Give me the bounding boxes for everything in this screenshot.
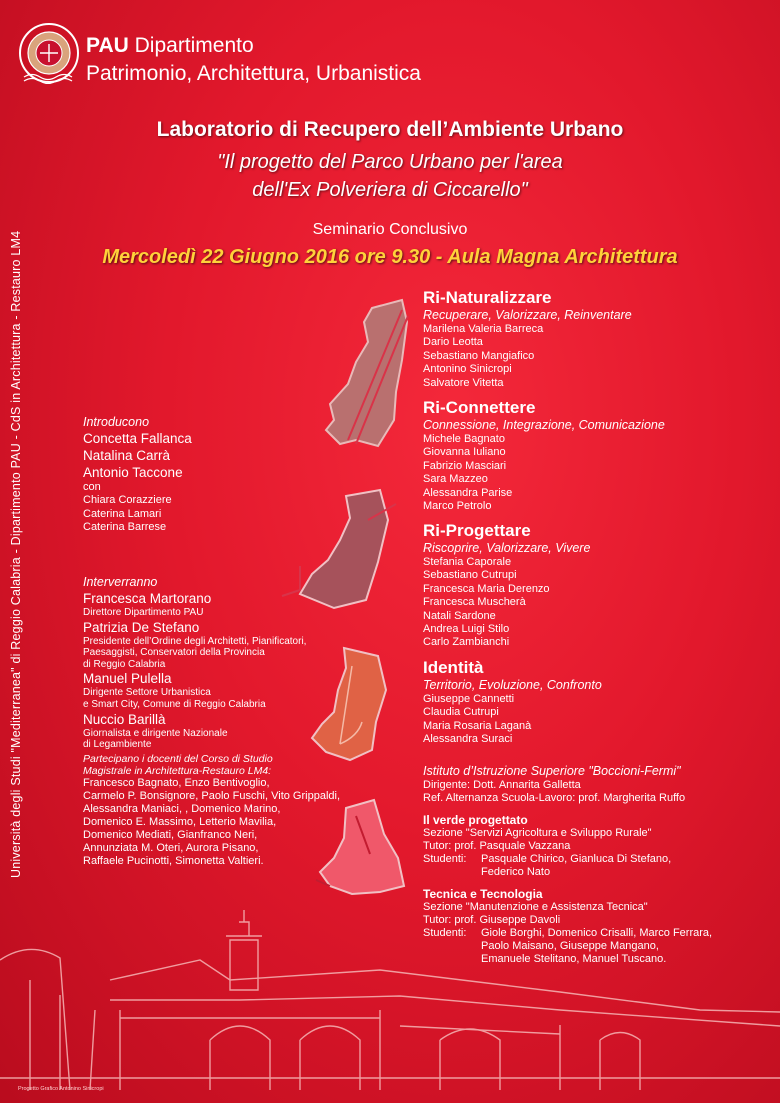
group-member: Alessandra Suraci bbox=[423, 733, 513, 746]
tecnica-students bbox=[423, 927, 712, 966]
group-member: Stefania Caporale bbox=[423, 556, 512, 568]
group-ri-naturalizzare bbox=[423, 288, 632, 390]
students-line: Federico Nato bbox=[481, 866, 551, 878]
students-label: Studenti: bbox=[423, 927, 467, 939]
intro-name: Concetta Fallanca bbox=[83, 431, 192, 446]
teachers-line: Francesco Bagnato, Enzo Bentivoglio, bbox=[83, 777, 270, 789]
group-ri-progettare bbox=[423, 521, 590, 650]
department-name: PAU Dipartimento bbox=[86, 34, 254, 57]
speaker-name: Francesca Martorano bbox=[83, 591, 212, 606]
verde-section: Sezione "Servizi Agricoltura e Sviluppo Rurale" bbox=[423, 827, 652, 839]
group-member: Andrea Luigi Stilo bbox=[423, 623, 510, 636]
teachers-line: Domenico E. Massimo, Letterio Mavilia, bbox=[83, 816, 277, 828]
group-title: Identità bbox=[423, 658, 484, 677]
introduce-block bbox=[83, 415, 192, 535]
lab-title: Laboratorio di Recupero dell’Ambiente Urbano bbox=[156, 118, 624, 141]
speaker-role: di Legambiente bbox=[83, 739, 152, 751]
with-name: Caterina Barrese bbox=[83, 521, 167, 534]
group-subtitle: Recuperare, Valorizzare, Reinventare bbox=[423, 308, 632, 322]
speaker-role: di Reggio Calabria bbox=[83, 658, 166, 670]
project-title: "Il progetto del Parco Urbano per l'area dell'Ex Polveriera di Ciccarello" bbox=[217, 151, 563, 201]
group-title: Ri-Naturalizzare bbox=[423, 288, 552, 307]
group-member: Francesca Maria Derenzo bbox=[423, 582, 550, 595]
group-member: Dario Leotta bbox=[423, 336, 483, 349]
verde-students bbox=[423, 853, 712, 879]
group-member: Salvatore Vitetta bbox=[423, 376, 504, 389]
verde-title: Il verde progettato bbox=[423, 813, 528, 827]
department-subtitle: Patrimonio, Architettura, Urbanistica bbox=[86, 62, 421, 85]
school-name: Istituto d’Istruzione Superiore "Boccioni-Fermi" bbox=[423, 764, 681, 778]
group-member: Fabrizio Masciari bbox=[423, 459, 507, 472]
students-line: Pasquale Chirico, Gianluca Di Stefano, bbox=[481, 853, 672, 865]
introduce-label: Introducono bbox=[83, 415, 150, 429]
with-name: Chiara Corazziere bbox=[83, 494, 172, 507]
intro-name: Antonio Taccone bbox=[83, 465, 183, 480]
group-member: Sebastiano Mangiafico bbox=[423, 349, 535, 362]
group-member: Marco Petrolo bbox=[423, 500, 492, 513]
school-director: Dirigente: Dott. Annarita Galletta bbox=[423, 779, 581, 791]
speaker-role: Dirigente Settore Urbanistica bbox=[83, 687, 211, 699]
speaker-role: Direttore Dipartimento PAU bbox=[83, 607, 204, 618]
interventions-label: Interverranno bbox=[83, 575, 158, 589]
event-date: Mercoledì 22 Giugno 2016 ore 9.30 - Aula Magna Architettura bbox=[102, 246, 678, 268]
speaker-role: Giornalista e dirigente Nazionale bbox=[83, 727, 228, 739]
tecnica-tutor: Tutor: prof. Giuseppe Davoli bbox=[423, 914, 561, 926]
speaker-role: e Smart City, Comune di Reggio Calabria bbox=[83, 698, 266, 710]
speaker-role: Presidente dell’Ordine degli Architetti, Pianificatori, bbox=[83, 635, 307, 647]
group-ri-connettere bbox=[423, 398, 665, 513]
intro-name: Natalina Carrà bbox=[83, 448, 171, 463]
teachers-label: Magistrale in Architettura-Restauro LM4: bbox=[83, 765, 272, 777]
group-title: Ri-Connettere bbox=[423, 398, 536, 417]
teachers-line: Alessandra Maniaci, , Domenico Marino, bbox=[83, 803, 281, 815]
seminar-label: Seminario Conclusivo bbox=[312, 221, 468, 238]
group-member: Natali Sardone bbox=[423, 609, 496, 622]
speaker-name: Nuccio Barillà bbox=[83, 711, 166, 727]
group-identita bbox=[423, 658, 602, 747]
group-member: Sara Mazzeo bbox=[423, 473, 488, 486]
students-line: Paolo Maisano, Giuseppe Mangano, bbox=[481, 940, 659, 952]
tecnica-section: Sezione "Manutenzione e Assistenza Tecnica" bbox=[423, 901, 648, 913]
group-member: Sebastiano Cutrupi bbox=[423, 569, 517, 582]
group-member: Francesca Muscherà bbox=[423, 596, 526, 609]
graphic-design-credit: Progetto Grafico Antonino Sinicropi bbox=[18, 1086, 104, 1092]
group-member: Giovanna Iuliano bbox=[423, 446, 506, 459]
speaker-name: Manuel Pulella bbox=[83, 671, 172, 687]
teachers-block bbox=[83, 753, 340, 868]
students-label: Studenti: bbox=[423, 853, 467, 865]
with-name: Caterina Lamari bbox=[83, 507, 162, 520]
school-block bbox=[423, 764, 712, 966]
group-subtitle: Riscoprire, Valorizzare, Vivere bbox=[423, 541, 591, 555]
map-shape-progettare bbox=[312, 648, 386, 760]
group-member: Carlo Zambianchi bbox=[423, 636, 510, 649]
school-ref: Ref. Alternanza Scuola-Lavoro: prof. Margherita Ruffo bbox=[423, 792, 686, 804]
teachers-line: Carmelo P. Bonsignore, Paolo Fuschi, Vito Grippaldi, bbox=[83, 790, 341, 802]
vertical-university-credit: Università degli Studi "Mediterranea" di Reggio Calabria - Dipartimento PAU - CdS in Architettura - Restauro LM4 bbox=[9, 230, 23, 878]
teachers-line: Annunziata M. Oteri, Aurora Pisano, bbox=[83, 842, 259, 854]
group-member: Maria Rosaria Laganà bbox=[423, 719, 532, 732]
tecnica-title: Tecnica e Tecnologia bbox=[423, 887, 543, 901]
teachers-line: Domenico Mediati, Gianfranco Neri, bbox=[83, 829, 258, 841]
with-label: con bbox=[83, 481, 101, 493]
interventions-block bbox=[83, 575, 306, 751]
teachers-label: Partecipano i docenti del Corso di Studio bbox=[83, 753, 273, 765]
map-shape-naturalizzare bbox=[326, 300, 408, 446]
group-title: Ri-Progettare bbox=[423, 521, 531, 540]
verde-tutor: Tutor: prof. Pasquale Vazzana bbox=[423, 840, 571, 852]
students-line: Giole Borghi, Domenico Crisalli, Marco Ferrara, bbox=[481, 927, 713, 939]
group-member: Michele Bagnato bbox=[423, 433, 505, 445]
group-member: Antonino Sinicropi bbox=[423, 363, 512, 376]
group-subtitle: Territorio, Evoluzione, Confronto bbox=[423, 678, 602, 692]
students-line: Emanuele Stelitano, Manuel Tuscano. bbox=[481, 953, 667, 965]
teachers-line: Raffaele Pucinotti, Simonetta Valtieri. bbox=[83, 855, 264, 867]
group-member: Claudia Cutrupi bbox=[423, 706, 499, 719]
speaker-role: Paesaggisti, Conservatori della Provincia bbox=[83, 647, 265, 659]
group-member: Giuseppe Cannetti bbox=[423, 693, 515, 705]
group-member: Marilena Valeria Barreca bbox=[423, 323, 544, 335]
group-member: Alessandra Parise bbox=[423, 486, 513, 499]
speaker-name: Patrizia De Stefano bbox=[83, 619, 200, 635]
group-subtitle: Connessione, Integrazione, Comunicazione bbox=[423, 418, 665, 432]
